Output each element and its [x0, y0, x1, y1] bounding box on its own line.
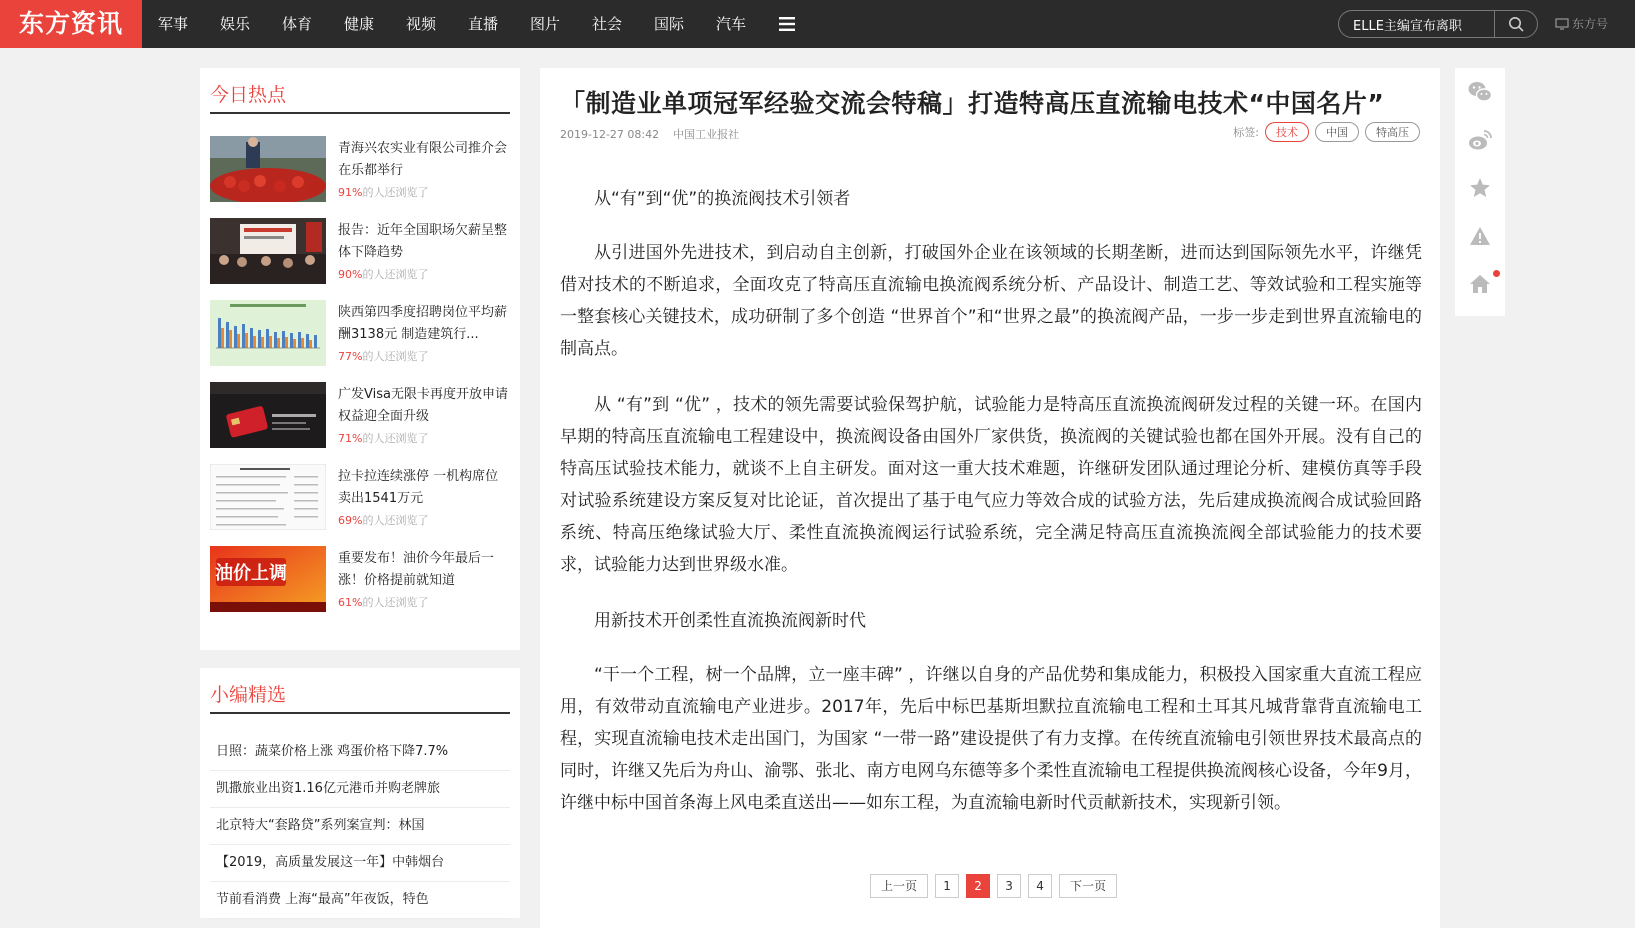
hot-item-meta	[338, 184, 428, 200]
picks-list	[210, 734, 510, 919]
picks-panel	[200, 668, 520, 918]
nav-item-pictures[interactable]: 图片	[529, 15, 560, 33]
list-item[interactable]: 节前看消费 上海“最高”年夜饭，特色	[210, 882, 510, 919]
hot-item-percent: 77%	[338, 350, 363, 363]
nav-item-live[interactable]: 直播	[467, 15, 498, 33]
share-sidebar	[1455, 68, 1505, 316]
account-link-label: 东方号	[1572, 17, 1609, 31]
nav-item-video[interactable]: 视频	[405, 15, 436, 33]
hot-item-title: 陕西第四季度招聘岗位平均薪酬3138元 制造建筑行...	[338, 305, 508, 342]
prev-page-button[interactable]: 上一页	[870, 874, 928, 898]
main-nav	[142, 0, 812, 48]
hot-thumbnail	[210, 300, 326, 366]
page-button-2[interactable]: 2	[966, 874, 990, 898]
hot-thumbnail	[210, 218, 326, 284]
hot-item-title: 报告：近年全国职场欠薪呈整体下降趋势	[338, 223, 508, 260]
hot-thumbnail	[210, 464, 326, 530]
weibo-share-button[interactable]	[1455, 116, 1505, 164]
hot-thumbnail	[210, 382, 326, 448]
nav-item-entertainment[interactable]: 娱乐	[219, 15, 250, 33]
hot-item-meta	[338, 594, 428, 610]
hot-item-percent: 71%	[338, 432, 363, 445]
article-subheading: 从“有”到“优”的换流阀技术引领者	[594, 189, 851, 209]
list-item[interactable]: 日照：蔬菜价格上涨 鸡蛋价格下降7.7%	[210, 734, 510, 771]
nav-item-health[interactable]: 健康	[343, 15, 374, 33]
hot-item-suffix: 的人还浏览了	[362, 432, 429, 445]
article-source[interactable]: 中国工业报社	[673, 128, 740, 141]
article-subheading: 用新技术开创柔性直流换流阀新时代	[594, 611, 866, 631]
hot-item-suffix: 的人还浏览了	[362, 596, 429, 609]
wechat-icon	[1468, 81, 1492, 103]
hot-item-meta	[338, 430, 428, 446]
hot-panel	[200, 68, 520, 650]
hot-item[interactable]	[210, 218, 510, 284]
hot-item-title: 广发Visa无限卡再度开放申请 权益迎全面升级	[338, 387, 508, 424]
article-paragraph: 从引进国外先进技术，到启动自主创新，打破国外企业在该领域的长期垄断，进而达到国际领先水平，许继凭借对技术的不断追求，全面攻克了特高压直流输电换流阀系统分析、产品设计、制造工艺、等效试验和工程实施等一整套核心关键技术，成功研制了多个创造 “世界首个”和“世界之最”的换流阀产品，一步一步走到世界直流输电的制高点。	[560, 243, 1422, 359]
hot-item-suffix: 的人还浏览了	[362, 268, 429, 281]
hot-thumbnail	[210, 136, 326, 202]
list-item[interactable]: 凯撒旅业出资1.16亿元港币并购老牌旅	[210, 771, 510, 808]
list-item[interactable]: 【2019，高质量发展这一年】中韩烟台	[210, 845, 510, 882]
site-logo[interactable]: 东方资讯	[0, 0, 142, 48]
star-icon	[1469, 177, 1491, 199]
weibo-icon	[1468, 129, 1492, 151]
article-paragraph: “干一个工程，树一个品牌，立一座丰碑” ，许继以自身的产品优势和集成能力，积极投入国家重大直流工程应用，有效带动直流输电产业进步。2017年，先后中标巴基斯坦默拉直流输电工程和土耳其凡城背靠背直流输电工程，实现直流输电技术走出国门，为国家 “一带一路”建设提供了有力支撑。在传统直流输电引领世界技术最高点的同时，许继又先后为舟山、渝鄂、张北、南方电网乌东德等多个柔性直流输电工程提供换流阀核心设备，今年9月，许继中标中国首条海上风电柔直送出——如东工程，为直流输电新时代贡献新技术，实现新引领。	[560, 665, 1422, 813]
hot-item-meta	[338, 512, 428, 528]
nav-item-sports[interactable]: 体育	[281, 15, 312, 33]
search-input[interactable]	[1339, 11, 1494, 37]
hot-item-suffix: 的人还浏览了	[362, 514, 429, 527]
hot-item-percent: 90%	[338, 268, 363, 281]
hot-item-suffix: 的人还浏览了	[362, 186, 429, 199]
search-box	[1338, 10, 1538, 38]
nav-item-society[interactable]: 社会	[591, 15, 622, 33]
pagination	[870, 874, 1117, 898]
hot-item-title: 拉卡拉连续涨停 一机构席位卖出1541万元	[338, 469, 499, 506]
menu-icon[interactable]	[762, 0, 812, 48]
next-page-button[interactable]: 下一页	[1059, 874, 1117, 898]
nav-item-auto[interactable]: 汽车	[715, 15, 746, 33]
hot-item[interactable]	[210, 546, 510, 612]
article-paragraph: 从 “有”到 “优” ，技术的领先需要试验保驾护航，试验能力是特高压直流换流阀研发过程的关键一环。在国内早期的特高压直流输电工程建设中，换流阀设备由国外厂家供货，换流阀的关键试验也都在国外开展。没有自己的特高压试验技术能力，就谈不上自主研发。面对这一重大技术难题，许继研发团队通过理论分析、建模仿真等手段对试验系统建设方案反复对比论证，首次提出了基于电气应力等效合成的试验方法，先后建成换流阀合成试验回路系统、特高压绝缘试验大厅、柔性直流换流阀运行试验系统，完全满足特高压直流换流阀全部试验能力的技术要求，试验能力达到世界级水准。	[560, 395, 1422, 575]
list-item[interactable]: 北京特大“套路贷”系列案宣判：林国	[210, 808, 510, 845]
page-button-3[interactable]: 3	[997, 874, 1021, 898]
oil-thumb-text: 油价上调	[215, 563, 287, 584]
hot-item[interactable]	[210, 300, 510, 366]
article	[540, 68, 1440, 928]
home-button[interactable]	[1455, 260, 1505, 308]
warning-icon	[1469, 226, 1491, 246]
hot-item-title: 青海兴农实业有限公司推介会在乐都举行	[338, 141, 508, 178]
tags-label: 标签:	[1233, 126, 1259, 139]
page-button-4[interactable]: 4	[1028, 874, 1052, 898]
hot-panel-title: 今日热点	[210, 82, 510, 114]
tag-uhv[interactable]: 特高压	[1365, 122, 1420, 142]
nav-item-military[interactable]: 军事	[157, 15, 188, 33]
search-button[interactable]	[1494, 11, 1537, 37]
hot-item-percent: 91%	[338, 186, 363, 199]
search-icon	[1508, 16, 1524, 32]
hot-item[interactable]	[210, 136, 510, 202]
article-title: 「制造业单项冠军经验交流会特稿」打造特高压直流输电技术“中国名片”	[560, 89, 1385, 118]
nav-item-international[interactable]: 国际	[653, 15, 684, 33]
picks-panel-title: 小编精选	[210, 682, 510, 714]
article-tags	[1233, 122, 1420, 142]
hot-item[interactable]	[210, 382, 510, 448]
hot-item-percent: 69%	[338, 514, 363, 527]
hot-item-suffix: 的人还浏览了	[362, 350, 429, 363]
hot-item-meta	[338, 266, 428, 282]
account-link[interactable]	[1555, 0, 1608, 48]
article-body	[560, 183, 1422, 843]
home-icon	[1469, 274, 1491, 294]
article-date: 2019-12-27 08:42	[560, 128, 660, 141]
monitor-icon	[1555, 18, 1569, 30]
article-meta	[560, 126, 739, 142]
tag-technology[interactable]: 技术	[1265, 122, 1309, 142]
hot-item-percent: 61%	[338, 596, 363, 609]
notification-dot	[1493, 270, 1500, 277]
hot-item-title: 重要发布！油价今年最后一涨！价格提前就知道	[338, 551, 495, 588]
wechat-share-button[interactable]	[1455, 68, 1505, 116]
page-button-1[interactable]: 1	[935, 874, 959, 898]
report-button[interactable]	[1455, 212, 1505, 260]
hot-item-meta	[338, 348, 428, 364]
top-bar	[0, 0, 1635, 48]
favorite-button[interactable]	[1455, 164, 1505, 212]
hot-item[interactable]	[210, 464, 510, 530]
hot-thumbnail	[210, 546, 326, 612]
tag-china[interactable]: 中国	[1315, 122, 1359, 142]
